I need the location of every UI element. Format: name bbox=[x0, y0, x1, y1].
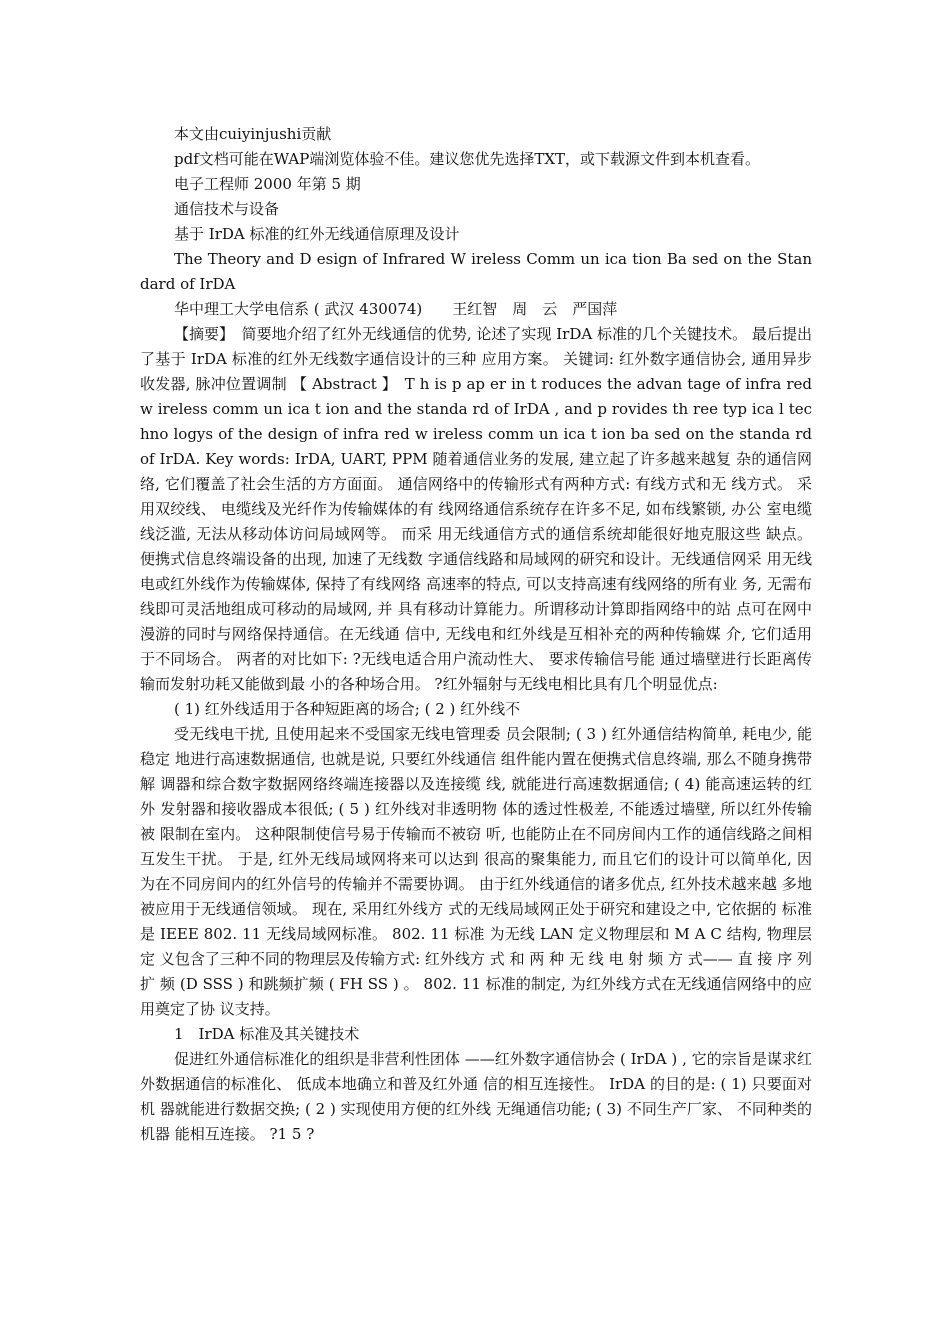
body-paragraph: 受无线电干扰, 且使用起来不受国家无线电管理委 员会限制; ( 3 ) 红外通信结构简单, 耗电少, 能稳定 地进行高速数据通信, 也就是说, 只要红外线通信 组件能内置在便携式信息终端, 那么不随身携带解 调器和综合数字数据网络终端连接器以及连接缆 线, 就能进行高速数据通信; ( 4) 能高速运转的红外 发射器和接收器成本很低; ( 5 ) 红外线对非透明物 体的透过性极差, 不能透过墙壁, 所以红外传输被 限制在室内。 这种限制使信号易于传输而不被窃 听, 也能防止在不同房间内工作的通信线路之间相 互发生干扰。 于是, 红外无线局域网将来可以达到 很高的聚集能力, 而且它们的设计可以简单化, 因 为在不同房间内的红外信号的传输并不需要协调。 由于红外线通信的诸多优点, 红外技术越来越 多地被应用于无线通信领域。 现在, 采用红外线方 式的无线局域网正处于研究和建设之中, 它依据的 标准是 IEEE 802. 11 无线局域网标准。 802. 11 标准 为无线 LAN 定义物理层和 M A C 结构, 物理层定 义包含了三种不同的物理层及传输方式: 红外线方 式 和 两 种 无 线 电 射 频 方 式—— 直 接 序 列 扩 频 (D SSS ) 和跳频扩频 ( FH SS ) 。 802. 11 标准的制定, 为红外线方式在无线通信网络中的应用奠定了协 议支持。 bbox=[140, 725, 812, 1018]
document-page bbox=[140, 122, 812, 1147]
journal-issue: 电子工程师 2000 年第 5 期 bbox=[174, 175, 361, 193]
column-name: 通信技术与设备 bbox=[174, 200, 280, 218]
authors-affiliation: 华中理工大学电信系 ( 武汉 430074) 王红智 周 云 严国萍 bbox=[174, 300, 618, 318]
viewing-notice: pdf文档可能在WAP端浏览体验不佳。建议您优先选择TXT，或下载源文件到本机查看。 bbox=[174, 150, 761, 168]
title-chinese: 基于 IrDA 标准的红外无线通信原理及设计 bbox=[174, 225, 460, 243]
contributor-line: 本文由cuiyinjushi贡献 bbox=[174, 125, 332, 143]
abstract-and-body: 【摘要】 简要地介绍了红外无线通信的优势, 论述了实现 IrDA 标准的几个关键技术。 最后提出 了基于 IrDA 标准的红外无线数字通信设计的三种 应用方案。 关键词: 红外数字通信协会, 通用异步收发器, 脉冲位置调制 【 Abstract 】 T h is p ap er in t roduces the advan tage of infra red w ireless comm un ica t ion and the standa rd of IrDA , and p rovides th ree typ ica l techno logys of the design of infra red w ireless comm un ica t ion ba sed on the standa rd of IrDA. Key words: IrDA, UART, PPM 随着通信业务的发展, 建立起了许多越来越复 杂的通信网络, 它们覆盖了社会生活的方方面面。 通信网络中的传输形式有两种方式: 有线方式和无 线方式。 采用双绞线、 电缆线及光纤作为传输媒体的有 线网络通信系统存在许多不足, 如布线繁锁, 办公 室电缆线泛滥, 无法从移动体访问局域网等。 而采 用无线通信方式的通信系统却能很好地克服这些 缺点。 便携式信息终端设备的出现, 加速了无线数 字通信线路和局域网的研究和设计。无线通信网采 用无线电或红外线作为传输媒体, 保持了有线网络 高速率的特点, 可以支持高速有线网络的所有业 务, 无需布线即可灵活地组成可移动的局域网, 并 具有移动计算能力。所谓移动计算即指网络中的站 点可在网中漫游的同时与网络保持通信。在无线通 信中, 无线电和红外线是互相补充的两种传输媒 介, 它们适用于不同场合。 两者的对比如下: ?无线电适合用户流动性大、 要求传输信号能 通过墙壁进行长距离传输而发射功耗又能做到最 小的各种场合用。 ?红外辐射与无线电相比具有几个明显优点: bbox=[140, 325, 812, 693]
title-english: The Theory and D esign of Infrared W ireless Comm un ica tion Ba sed on the Standard of IrDA bbox=[140, 250, 812, 293]
section-heading: 1 IrDA 标准及其关键技术 bbox=[174, 1025, 360, 1043]
section-paragraph: 促进红外通信标准化的组织是非营利性团体 ——红外数字通信协会 ( IrDA ) , 它的宗旨是谋求红 外数据通信的标准化、 低成本地确立和普及红外通 信的相互连接性。 IrDA 的目的是: ( 1) 只要面对机 器就能进行数据交换; ( 2 ) 实现使用方便的红外线 无绳通信功能; ( 3) 不同生产厂家、 不同种类的机器 能相互连接。 ?1 5 ? bbox=[140, 1050, 812, 1143]
advantages-list-start: ( 1) 红外线适用于各种短距离的场合; ( 2 ) 红外线不 bbox=[174, 700, 521, 718]
